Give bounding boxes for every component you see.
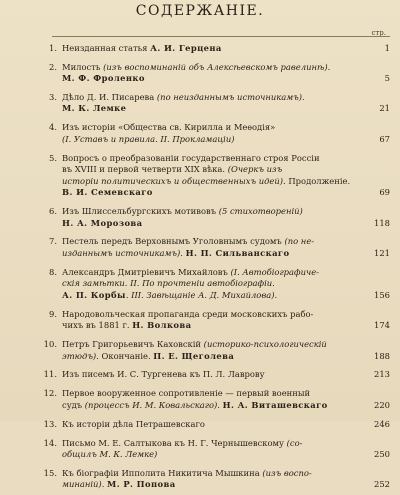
contents-list [0, 39, 400, 495]
entry-line [62, 468, 363, 480]
toc-entry [0, 415, 400, 434]
toc-entry [0, 233, 400, 263]
entry-number: 10. [43, 339, 57, 350]
entry-text: Народовольческая пропаганда среди московскихъ рабо- [62, 308, 314, 319]
entry-number: 2. [49, 61, 57, 72]
entry-line [62, 320, 363, 332]
entry-number: 14. [43, 437, 57, 448]
entry-number: 6. [49, 206, 57, 217]
entry-line [62, 400, 363, 412]
toc-entry [0, 434, 400, 464]
entry-title [62, 122, 363, 145]
entry-author: Н. А. Виташевскаго [222, 399, 328, 410]
entry-page-number: 5 [384, 73, 390, 84]
entry-text: исторіи политическихъ и общественныхъ идей). [62, 175, 286, 186]
entry-line [62, 267, 363, 279]
toc-entry [0, 366, 400, 385]
entry-text: чихъ въ 1881 г. [62, 320, 133, 331]
entry-line [62, 164, 363, 176]
entry-text: Окончаніе. [98, 350, 154, 361]
entry-text: Изъ исторіи «Общества св. Кирилла и Меѳодія» [62, 122, 276, 133]
entry-title [62, 419, 363, 431]
entry-number: 13. [43, 418, 57, 429]
entry-text: Письмо М. Е. Салтыкова къ Н. Г. Чернышевскому [62, 437, 287, 448]
entry-text: Петръ Григорьевичъ Каховскій [62, 339, 204, 350]
entry-page-number: 213 [374, 369, 390, 380]
toc-entry [0, 464, 400, 494]
entry-text: (по неизданнымъ источникамъ). [156, 91, 305, 102]
entry-title [62, 43, 363, 55]
entry-page-number: 250 [374, 449, 390, 460]
entry-title [62, 236, 363, 259]
entry-title [62, 206, 363, 229]
entry-line [62, 206, 363, 218]
toc-entry [0, 149, 400, 202]
entry-number: 5. [49, 152, 57, 163]
entry-text: общилъ М. К. Лемке) [62, 449, 158, 460]
entry-text: (процессъ И. М. Ковальскаго). [84, 399, 220, 410]
entry-number: 1. [49, 42, 57, 53]
entry-number: 11. [43, 369, 57, 380]
entry-number: 9. [49, 308, 57, 319]
entry-page-number: 220 [374, 399, 390, 410]
entry-line [62, 438, 363, 450]
entry-author: А. П. Корбы [62, 289, 126, 300]
entry-line [62, 449, 363, 461]
toc-entry [0, 119, 400, 149]
entry-line [62, 134, 363, 146]
entry-text: Изъ Шлиссельбургскихъ мотивовъ [62, 206, 219, 217]
entry-title [62, 369, 363, 381]
entry-text: Первое вооруженное сопротивленіе — первый военный [62, 388, 311, 399]
page-title: СОДЕРЖАНІЕ. [135, 3, 265, 19]
entry-page-number: 252 [374, 479, 390, 490]
toc-entry [0, 202, 400, 232]
entry-line [62, 309, 363, 321]
entry-text: Продолженіе. [285, 175, 351, 186]
entry-author: А. И. Герцена [150, 42, 222, 53]
entry-text: Пестель передъ Верховнымъ Уголовнымъ судомъ [62, 236, 285, 247]
entry-number: 4. [49, 122, 57, 133]
entry-title [62, 468, 363, 491]
toc-entry [0, 385, 400, 415]
entry-title [62, 153, 363, 199]
entry-line [62, 236, 363, 248]
entry-text: III. Завѣщаніе А. Д. Михайлова). [131, 289, 278, 300]
entry-line [62, 369, 363, 381]
entry-text: (по не- [284, 236, 315, 247]
entry-title [62, 267, 363, 302]
entry-text: изданнымъ источникамъ). [62, 247, 183, 258]
entry-line [62, 218, 363, 230]
entry-text: Александръ Дмитріевичъ Михайловъ [62, 266, 231, 277]
entry-author: М. К. Лемке [62, 103, 127, 114]
toc-entry [0, 263, 400, 305]
entry-title [62, 92, 363, 115]
entry-author: В. И. Семевскаго [62, 187, 153, 198]
entry-text: (Очеркъ изъ [227, 164, 283, 175]
entry-line [62, 176, 363, 188]
entry-number: 7. [49, 236, 57, 247]
entry-text: Къ исторіи дѣла Петрашевскаго [62, 418, 205, 429]
entry-title [62, 339, 363, 362]
entry-author: М. Р. Попова [107, 479, 176, 490]
entry-text: (I. Уставъ и правила. II. Прокламаціи) [62, 133, 235, 144]
entry-number: 8. [49, 266, 57, 277]
entry-text: скія замѣтки. II. По прочтеніи автобіографіи. [62, 278, 275, 289]
entry-text: (5 стихотвореній) [218, 206, 303, 217]
toc-entry [0, 58, 400, 88]
entry-text: . [125, 289, 132, 300]
entry-line [62, 419, 363, 431]
entry-page-number: 188 [374, 350, 390, 361]
entry-text: этюдъ). [62, 350, 99, 361]
entry-page-number: 174 [374, 320, 390, 331]
entry-text: (историко-психологическій [203, 339, 327, 350]
entry-title [62, 309, 363, 332]
entry-text: (изъ воспоминаній объ Алексѣевскомъ равелинѣ). [103, 61, 331, 72]
entry-author: Н. П. Сильванскаго [185, 247, 290, 258]
entry-text: минаній). [62, 479, 105, 490]
entry-page-number: 1 [384, 42, 390, 53]
entry-title [62, 438, 363, 461]
entry-author: Н. А. Морозова [62, 217, 143, 228]
entry-line [62, 103, 363, 115]
entry-title [62, 62, 363, 85]
entry-text: (изъ воспо- [262, 467, 312, 478]
entry-line [62, 388, 363, 400]
entry-line [62, 351, 363, 363]
entry-page-number: 67 [379, 133, 390, 144]
entry-line [62, 339, 363, 351]
entry-page-number: 21 [379, 103, 390, 114]
entry-text: судъ [62, 399, 85, 410]
entry-text: (со- [286, 437, 303, 448]
entry-author: П. Е. Щеголева [153, 350, 235, 361]
entry-text: Дѣло Д. И. Писарева [62, 91, 157, 102]
entry-page-number: 69 [379, 187, 390, 198]
entry-line [62, 153, 363, 165]
entry-line [62, 278, 363, 290]
entry-text: Къ біографіи Ипполита Никитича Мышкина [62, 467, 263, 478]
entry-page-number: 156 [374, 289, 390, 300]
entry-line [62, 73, 363, 85]
entry-text: (I. Автобіографиче- [230, 266, 319, 277]
entry-text: Вопросъ о преобразованіи государственнаго строя Россіи [62, 152, 320, 163]
entry-line [62, 62, 363, 74]
entry-number: 12. [43, 388, 57, 399]
entry-number: 3. [49, 91, 57, 102]
entry-line [62, 248, 363, 260]
toc-entry [0, 335, 400, 365]
entry-line [62, 290, 363, 302]
entry-page-number: 118 [374, 217, 390, 228]
entry-text: Милость [62, 61, 104, 72]
entry-line [62, 92, 363, 104]
entry-line [62, 479, 363, 491]
entry-line [62, 122, 363, 134]
entry-text: Изъ писемъ И. С. Тургенева къ П. Л. Лаврову [62, 369, 265, 380]
entry-page-number: 121 [374, 247, 390, 258]
entry-text: въ XVIII и первой четверти XIX вѣка. [62, 164, 228, 175]
entry-text: Неизданная статья [62, 42, 151, 53]
entry-author: М. Ф. Фроленко [62, 73, 145, 84]
entry-number: 15. [43, 467, 57, 478]
toc-entry [0, 88, 400, 118]
divider [52, 36, 390, 37]
page-column-header: стр. [371, 29, 386, 37]
entry-author: Н. Волкова [132, 320, 192, 331]
entry-title [62, 388, 363, 411]
entry-line [62, 187, 363, 199]
entry-page-number: 246 [374, 418, 390, 429]
toc-entry [0, 305, 400, 335]
toc-entry [0, 39, 400, 58]
entry-line [62, 43, 363, 55]
